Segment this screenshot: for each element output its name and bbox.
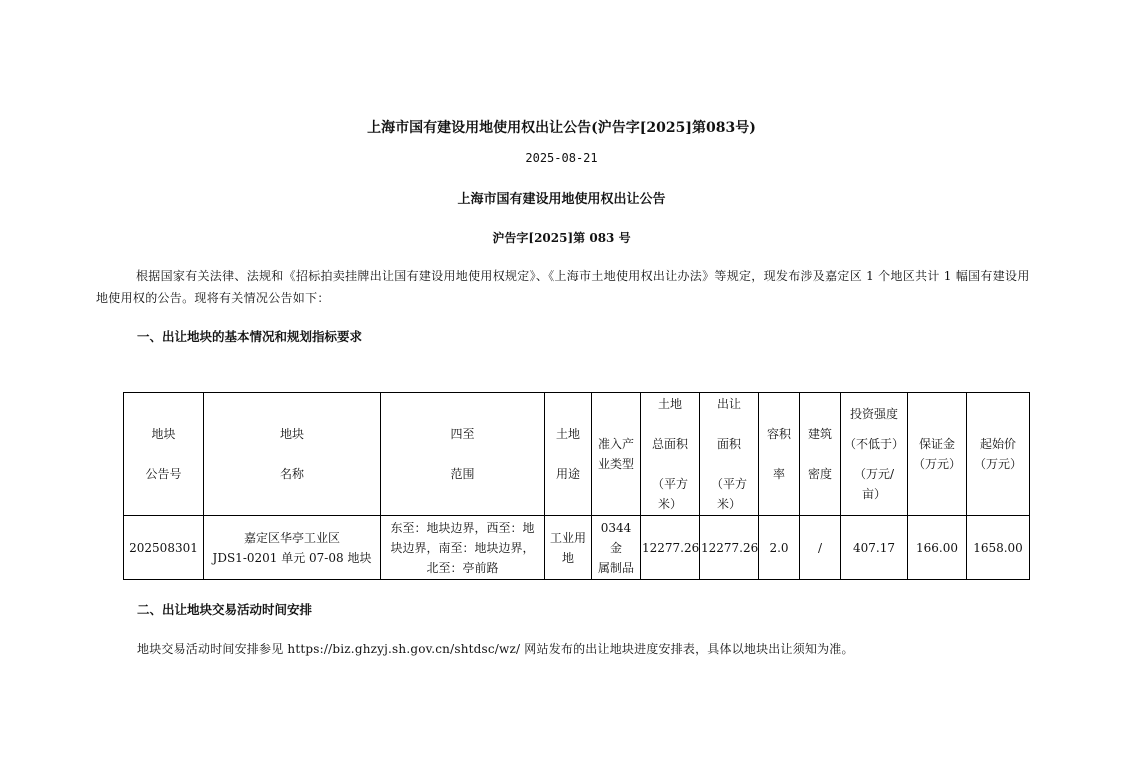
header-text: 地块 [279,427,304,441]
intro-paragraph: 根据国家有关法律、法规和《招标拍卖挂牌出让国有建设用地使用权规定》、《上海市土地使用权出让办法》等规定，现发布涉及嘉定区 1 个地区共计 1 幅国有建设用地使用权的公告。现将有关情况公告如下： [96,269,1030,305]
table-row [124,516,1030,580]
header-land-use [545,393,592,516]
header-text: 地块 [151,427,176,441]
cell-investment: 407.17 [841,516,908,580]
cell-text: 地 [561,550,574,565]
header-text: 保证金 [918,437,955,451]
section-1-heading: 一、出让地块的基本情况和规划指标要求 [137,329,363,344]
cell-text: 北至：亭前路 [426,560,499,575]
header-text: 用途 [555,467,580,481]
table-header-row [124,393,1030,516]
header-text: 准入产 [597,437,634,451]
cell-parcel-name [204,516,381,580]
header-text: 业类型 [597,457,634,471]
publish-date: 2025-08-21 [525,151,598,165]
cell-far: 2.0 [759,516,800,580]
cell-industry-type [592,516,641,580]
header-text: 率 [772,467,785,481]
header-industry-type [592,393,641,516]
cell-text: 0344 金 [600,520,632,555]
header-text: （平方 [710,477,747,491]
header-text: （万元） [973,457,1022,471]
header-text: 土地 [555,427,580,441]
header-text: 范围 [450,467,475,481]
header-text: （万元） [912,457,961,471]
header-boundaries [381,393,545,516]
header-text: 名称 [279,467,304,481]
cell-deposit: 166.00 [908,516,967,580]
cell-land-use [545,516,592,580]
header-text: （平方 [651,477,688,491]
header-text: 总面积 [651,437,688,451]
header-parcel-id [124,393,204,516]
announcement-number: 沪告字[2025]第 083 号 [492,231,631,245]
cell-total-area: 12277.26 [641,516,700,580]
cell-text: 东至：地块边界，西至：地 [390,520,535,535]
cell-parcel-id: 202508301 [124,516,204,580]
parcel-table [123,392,1030,580]
cell-boundaries [381,516,545,580]
header-density [800,393,841,516]
header-text: 土地 [657,397,682,411]
header-text: 面积 [716,437,741,451]
cell-text: 块边界，南至：地块边界， [390,540,535,555]
header-text: 密度 [807,467,832,481]
header-text: 公告号 [145,467,182,481]
header-investment [841,393,908,516]
cell-start-price: 1658.00 [967,516,1030,580]
header-text: 容积 [766,427,791,441]
cell-text: 工业用 [549,530,586,545]
header-text: （万元/ [853,467,895,481]
cell-text: 嘉定区华亭工业区 [243,530,340,545]
header-parcel-name [204,393,381,516]
header-text: 投资强度 [849,407,898,421]
announcement-heading: 上海市国有建设用地使用权出让公告 [457,192,666,207]
header-text: 米） [657,497,682,511]
header-deposit [908,393,967,516]
cell-text: JDS1-0201 单元 07-08 地块 [212,550,372,565]
header-total-area [641,393,700,516]
header-text: 亩） [861,487,886,501]
cell-text: 属制品 [597,560,634,575]
header-sale-area [700,393,759,516]
header-text: 出让 [716,397,741,411]
header-text: （不低于） [843,437,904,451]
header-text: 起始价 [979,437,1016,451]
header-text: 建筑 [807,427,832,441]
header-start-price [967,393,1030,516]
header-far [759,393,800,516]
cell-sale-area: 12277.26 [700,516,759,580]
section-2-text: 地块交易活动时间安排参见 https://biz.ghzyj.sh.gov.cn/shtdsc/wz/ 网站发布的出让地块进度安排表，具体以地块出让须知为准。 [137,642,854,656]
document-title: 上海市国有建设用地使用权出让公告(沪告字[2025]第083号) [367,120,756,136]
header-text: 米） [716,497,741,511]
cell-density: / [800,516,841,580]
section-2-heading: 二、出让地块交易活动时间安排 [137,602,313,617]
header-text: 四至 [450,427,475,441]
